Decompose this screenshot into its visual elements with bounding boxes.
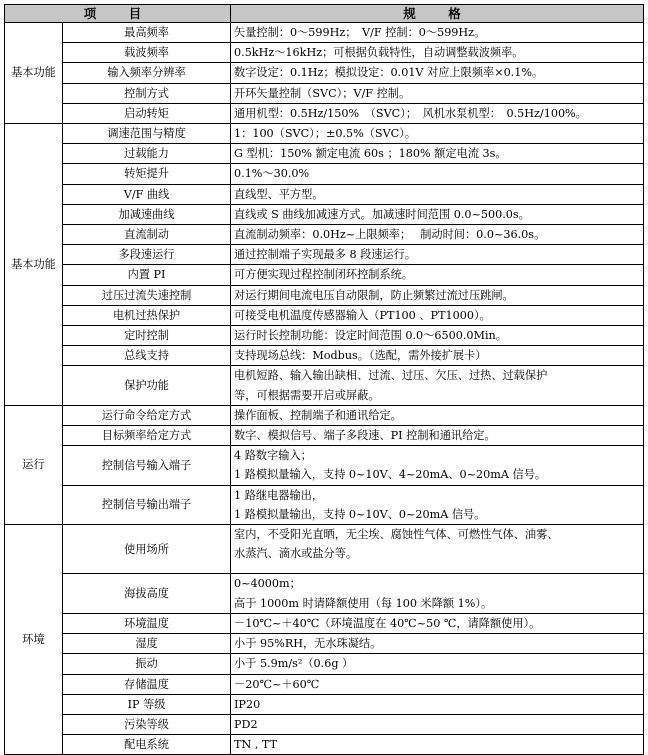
table-row bbox=[5, 634, 644, 654]
item-label: 定时控制 bbox=[63, 326, 231, 346]
spec-line: 室内，不受阳光直晒，无尘埃、腐蚀性气体、可燃性气体、油雾、 bbox=[234, 528, 559, 542]
spec-line: 等，可根据需要开启或屏蔽。 bbox=[234, 388, 380, 402]
spec-value bbox=[231, 305, 644, 325]
table-row bbox=[5, 405, 644, 425]
table-row bbox=[5, 63, 644, 83]
spec-line: 直流制动频率：0.0Hz~上限频率； 制动时间：0.0~36.0s。 bbox=[234, 228, 546, 242]
item-label: 过压过流失速控制 bbox=[63, 285, 231, 305]
table-row bbox=[5, 366, 644, 405]
spec-value bbox=[231, 43, 644, 63]
table-row bbox=[5, 305, 644, 325]
table-row bbox=[5, 103, 644, 123]
spec-value bbox=[231, 63, 644, 83]
spec-line: －20℃~＋60℃ bbox=[234, 677, 320, 691]
table-row bbox=[5, 124, 644, 144]
spec-line: 直线或 S 曲线加减速方式。加减速时间范围 0.0~500.0s。 bbox=[234, 207, 530, 221]
item-label: 振动 bbox=[63, 654, 231, 674]
group-label: 运行 bbox=[5, 405, 63, 524]
spec-value bbox=[231, 265, 644, 285]
spec-value bbox=[231, 285, 644, 305]
spec-line: 通过控制端子实现最多 8 段速运行。 bbox=[234, 248, 417, 262]
table-row bbox=[5, 184, 644, 204]
table-row bbox=[5, 144, 644, 164]
header-item: 项 目 bbox=[5, 5, 231, 23]
spec-line: 对运行期间电流电压自动限制，防止频繁过流过压跳闸。 bbox=[234, 288, 514, 302]
item-label: 电机过热保护 bbox=[63, 305, 231, 325]
spec-table bbox=[4, 4, 644, 755]
table-row bbox=[5, 204, 644, 224]
spec-value bbox=[231, 485, 644, 524]
item-label: 污染等级 bbox=[63, 714, 231, 734]
spec-value bbox=[231, 346, 644, 366]
item-label: 总线支持 bbox=[63, 346, 231, 366]
table-row bbox=[5, 23, 644, 43]
spec-value bbox=[231, 184, 644, 204]
spec-line: 小于 5.9m/s²（0.6g ） bbox=[234, 657, 354, 671]
item-label: 海拔高度 bbox=[63, 574, 231, 613]
table-row bbox=[5, 735, 644, 755]
spec-value bbox=[231, 634, 644, 654]
item-label: 控制信号输入端子 bbox=[63, 446, 231, 485]
spec-value bbox=[231, 525, 644, 574]
spec-value bbox=[231, 426, 644, 446]
spec-value bbox=[231, 326, 644, 346]
spec-line: 0.5kHz～16kHz；可根据负载特性，自动调整载波频率。 bbox=[234, 46, 524, 60]
spec-line: －10℃~＋40℃（环境温度在 40℃~50 ℃，请降额使用）。 bbox=[234, 616, 541, 630]
spec-line: 可方便实现过程控制闭环控制系统。 bbox=[234, 268, 414, 282]
spec-value bbox=[231, 674, 644, 694]
spec-line: 通用机型：0.5Hz/150% （SVC）； 风机水泵机型： 0.5Hz/100%。 bbox=[234, 106, 587, 120]
spec-line: 1 路继电器输出， bbox=[234, 488, 324, 502]
item-label: 控制方式 bbox=[63, 83, 231, 103]
spec-value bbox=[231, 694, 644, 714]
table-row bbox=[5, 265, 644, 285]
table-row bbox=[5, 654, 644, 674]
item-label: 控制信号输出端子 bbox=[63, 485, 231, 524]
spec-value bbox=[231, 613, 644, 633]
item-label: 输入频率分辨率 bbox=[63, 63, 231, 83]
table-row bbox=[5, 485, 644, 524]
table-row bbox=[5, 346, 644, 366]
header-spec: 规 格 bbox=[231, 5, 644, 23]
spec-value bbox=[231, 735, 644, 755]
item-label: IP 等级 bbox=[63, 694, 231, 714]
group-label: 基本功能 bbox=[5, 23, 63, 124]
spec-value bbox=[231, 124, 644, 144]
spec-line: PD2 bbox=[234, 717, 258, 731]
item-label: 最高频率 bbox=[63, 23, 231, 43]
item-label: 环境温度 bbox=[63, 613, 231, 633]
item-label: 过载能力 bbox=[63, 144, 231, 164]
spec-line: 小于 95%RH，无水珠凝结。 bbox=[234, 637, 382, 651]
item-label: 加减速曲线 bbox=[63, 204, 231, 224]
spec-value bbox=[231, 245, 644, 265]
spec-sheet bbox=[4, 4, 643, 755]
table-row bbox=[5, 326, 644, 346]
item-label: 多段速运行 bbox=[63, 245, 231, 265]
group-label: 环境 bbox=[5, 525, 63, 755]
spec-line: TN , TT bbox=[234, 738, 278, 752]
item-label: 内置 PI bbox=[63, 265, 231, 285]
spec-line: 1 路模拟量输入，支持 0~10V、4~20mA、0~20mA 信号。 bbox=[234, 468, 547, 482]
spec-body bbox=[5, 23, 644, 755]
spec-value bbox=[231, 164, 644, 184]
item-label: 启动转矩 bbox=[63, 103, 231, 123]
table-row bbox=[5, 245, 644, 265]
spec-line: 运行时长控制功能：设定时间范围 0.0～6500.0Min。 bbox=[234, 329, 507, 343]
spec-value bbox=[231, 446, 644, 485]
item-label: 目标频率给定方式 bbox=[63, 426, 231, 446]
spec-value bbox=[231, 204, 644, 224]
table-row bbox=[5, 694, 644, 714]
spec-line: 4 路数字输入； bbox=[234, 449, 312, 463]
item-label: 存储温度 bbox=[63, 674, 231, 694]
table-row bbox=[5, 574, 644, 613]
spec-line: 0.1%～30.0% bbox=[234, 167, 310, 181]
table-row bbox=[5, 674, 644, 694]
table-row bbox=[5, 714, 644, 734]
spec-line: 高于 1000m 时请降额使用（每 100 米降额 1%）。 bbox=[234, 596, 493, 610]
spec-line: 电机短路、输入输出缺相、过流、过压、欠压、过热、过载保护 bbox=[234, 369, 548, 383]
spec-line: 水蒸汽、滴水或盐分等。 bbox=[234, 547, 358, 561]
spec-value bbox=[231, 366, 644, 405]
table-row bbox=[5, 164, 644, 184]
spec-line: 0~4000m； bbox=[234, 577, 301, 591]
spec-line: 1 路模拟量输出，支持 0~10V、0~20mA 信号。 bbox=[234, 507, 486, 521]
item-label: 运行命令给定方式 bbox=[63, 405, 231, 425]
item-label: 湿度 bbox=[63, 634, 231, 654]
table-row bbox=[5, 525, 644, 574]
table-row bbox=[5, 83, 644, 103]
header-row bbox=[5, 5, 644, 23]
table-row bbox=[5, 613, 644, 633]
item-label: 调速范围与精度 bbox=[63, 124, 231, 144]
spec-line: 直线型、平方型。 bbox=[234, 187, 324, 201]
spec-value bbox=[231, 144, 644, 164]
spec-line: 支持现场总线：Modbus。（选配，需外接扩展卡） bbox=[234, 349, 487, 363]
table-row bbox=[5, 426, 644, 446]
spec-line: IP20 bbox=[234, 697, 261, 711]
item-label: V/F 曲线 bbox=[63, 184, 231, 204]
spec-value bbox=[231, 714, 644, 734]
spec-line: 数字设定：0.1Hz；模拟设定：0.01V 对应上限频率×0.1%。 bbox=[234, 66, 544, 80]
spec-line: 矢量控制：0～599Hz； V/F 控制：0～599Hz。 bbox=[234, 26, 486, 39]
table-row bbox=[5, 43, 644, 63]
spec-value bbox=[231, 405, 644, 425]
item-label: 载波频率 bbox=[63, 43, 231, 63]
spec-line: G 型机：150% 额定电流 60s ；180% 额定电流 3s。 bbox=[234, 147, 507, 161]
spec-value bbox=[231, 574, 644, 613]
spec-value bbox=[231, 654, 644, 674]
spec-line: 1：100（SVC）；±0.5%（SVC）。 bbox=[234, 127, 417, 141]
table-row bbox=[5, 446, 644, 485]
spec-value bbox=[231, 103, 644, 123]
item-label: 使用场所 bbox=[63, 525, 231, 574]
table-row bbox=[5, 285, 644, 305]
item-label: 直流制动 bbox=[63, 225, 231, 245]
table-row bbox=[5, 225, 644, 245]
spec-value bbox=[231, 83, 644, 103]
spec-value bbox=[231, 23, 644, 43]
spec-value bbox=[231, 225, 644, 245]
item-label: 保护功能 bbox=[63, 366, 231, 405]
spec-line: 操作面板、控制端子和通讯给定。 bbox=[234, 408, 402, 422]
spec-line: 可接受电机温度传感器输入（PT100 、PT1000）。 bbox=[234, 308, 491, 322]
item-label: 配电系统 bbox=[63, 735, 231, 755]
item-label: 转矩提升 bbox=[63, 164, 231, 184]
group-label: 基本功能 bbox=[5, 124, 63, 406]
spec-line: 开环矢量控制（SVC）；V/F 控制。 bbox=[234, 86, 411, 100]
spec-line: 数字、模拟信号、端子多段速、PI 控制和通讯给定。 bbox=[234, 429, 496, 443]
